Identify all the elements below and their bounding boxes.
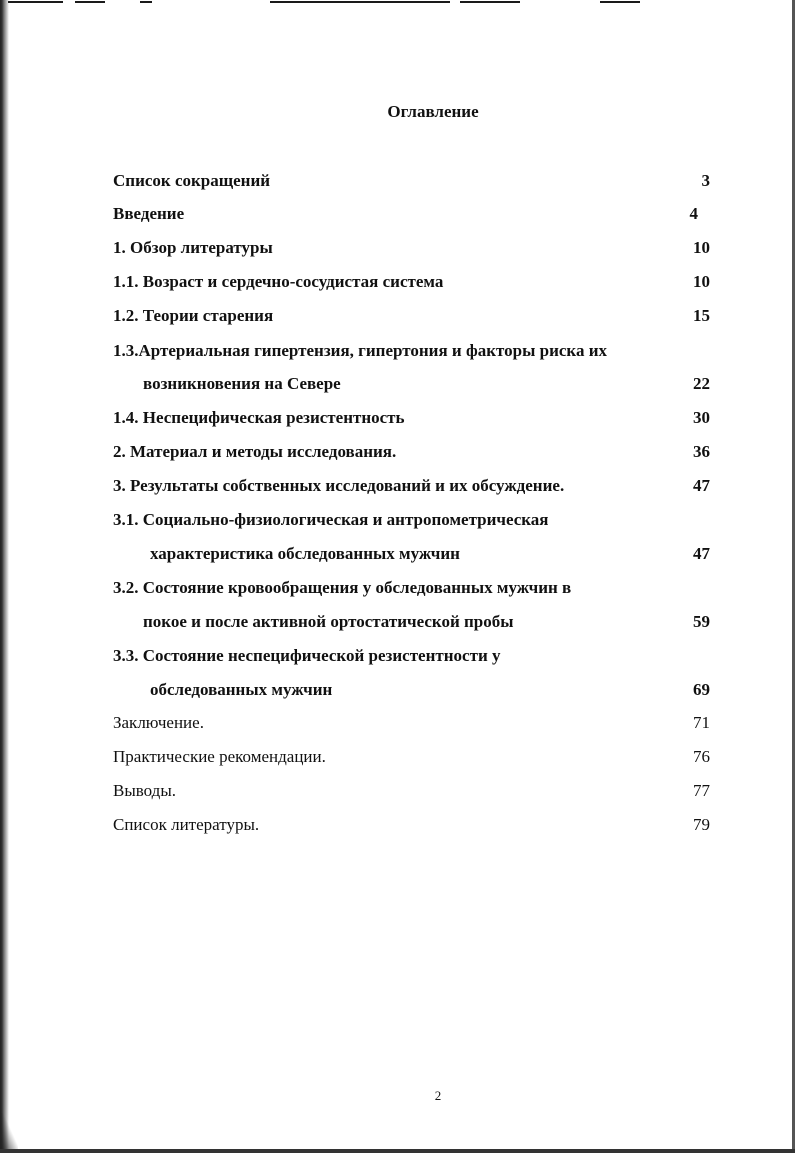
toc-entry	[113, 440, 710, 464]
toc-entry-page: 15	[693, 306, 710, 325]
toc-entry-label: Список литературы.	[113, 815, 260, 834]
scan-edge-left	[0, 0, 9, 1153]
scan-edge-top	[0, 0, 795, 6]
toc-entry	[113, 339, 710, 363]
toc-entry-page: 10	[693, 238, 710, 257]
toc-entry-label: 3.3. Состояние неспецифической резистентности у	[113, 646, 501, 665]
toc-entry-page: 4	[689, 204, 698, 223]
toc-entry	[113, 644, 710, 668]
toc-entry	[113, 406, 710, 430]
toc-entry	[113, 304, 710, 328]
toc-entry-page: 69	[693, 680, 710, 699]
toc-entry-label: 1.1. Возраст и сердечно-сосудистая система	[113, 272, 444, 291]
toc-entry-label: покое и после активной ортостатической пробы	[143, 612, 514, 631]
toc-entry-label: 1. Обзор литературы	[113, 238, 273, 257]
toc-entry	[113, 678, 710, 702]
toc-entry-page: 10	[693, 272, 710, 291]
toc-entry	[113, 542, 710, 566]
toc-entry	[113, 576, 710, 600]
toc-entry-page: 47	[693, 476, 710, 495]
toc-entry-page: 47	[693, 544, 710, 563]
toc-entry	[113, 270, 710, 294]
toc-entry-label: Практические рекомендации.	[113, 747, 326, 766]
toc-entry	[113, 202, 710, 226]
toc-entry	[113, 169, 710, 193]
toc-entry-label: 1.3.Артериальная гипертензия, гипертония и факторы риска их	[113, 341, 608, 360]
toc-entry-label: обследованных мужчин	[150, 680, 333, 699]
toc-entry-page: 71	[693, 713, 710, 732]
toc-entry-page: 59	[693, 612, 710, 631]
toc-entry-label: 3. Результаты собственных исследований и их обсуждение.	[113, 476, 565, 495]
toc-entry	[113, 236, 710, 260]
toc-entry-page: 3	[701, 171, 710, 190]
toc-entry-page: 79	[693, 815, 710, 834]
toc-entry-page: 77	[693, 781, 710, 800]
toc-entry-label: 1.4. Неспецифическая резистентность	[113, 408, 405, 427]
toc-entry-page: 22	[693, 374, 710, 393]
toc-entry-label: Список сокращений	[113, 171, 271, 190]
toc-entry-label: Выводы.	[113, 781, 177, 800]
page-number: 2	[434, 1088, 442, 1103]
toc-entry	[113, 745, 710, 769]
toc-entry-label: 1.2. Теории старения	[113, 306, 274, 325]
toc-entry-label: 3.1. Социально-физиологическая и антропометрическая	[113, 510, 549, 529]
toc-entry-label: Введение	[113, 204, 185, 223]
toc-entry	[113, 610, 710, 634]
toc-entry-label: 2. Материал и методы исследования.	[113, 442, 397, 461]
toc-entry-label: возникновения на Севере	[143, 374, 341, 393]
toc-entry	[113, 711, 710, 735]
toc-entry-label: 3.2. Состояние кровообращения у обследованных мужчин в	[113, 578, 572, 597]
scan-corner-bottom-left	[0, 1113, 18, 1153]
toc-entry	[113, 474, 710, 498]
toc-entry	[113, 372, 710, 396]
toc-entry	[113, 508, 710, 532]
toc-entry-label: характеристика обследованных мужчин	[150, 544, 460, 563]
page-title: Оглавление	[387, 102, 479, 121]
toc-entry	[113, 813, 710, 837]
toc-entry-label: Заключение.	[113, 713, 204, 732]
scan-edge-bottom	[0, 1149, 795, 1153]
toc-entry-page: 76	[693, 747, 710, 766]
toc-entry	[113, 779, 710, 803]
toc-entry-page: 30	[693, 408, 710, 427]
toc-entry-page: 36	[693, 442, 710, 461]
